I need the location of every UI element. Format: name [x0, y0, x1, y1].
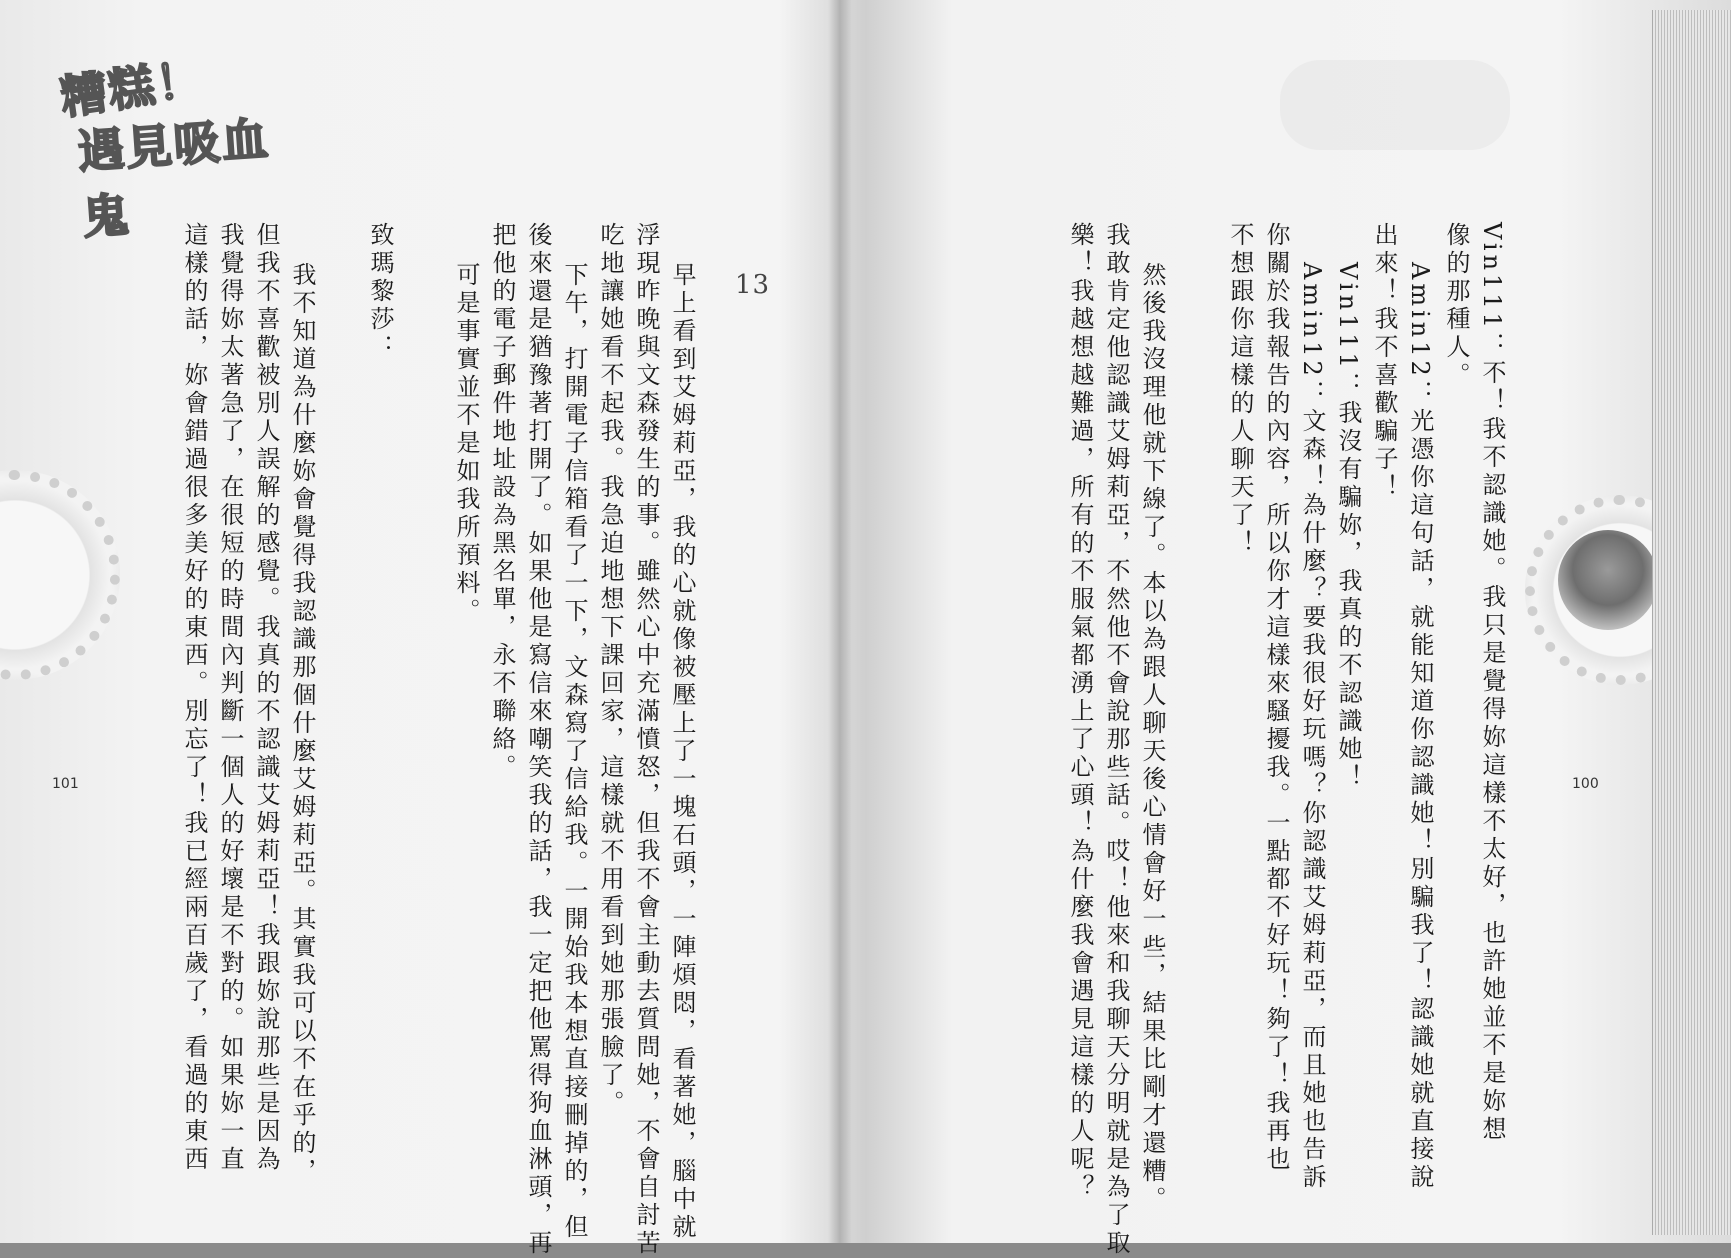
page-number: 100 — [1572, 776, 1599, 792]
page-edges — [1652, 10, 1731, 1235]
logo-line-2: 遇見吸血鬼 — [76, 111, 272, 245]
text-column: 下午，打開電子信箱看了一下，文森寫了信給我。一開始我本想直接刪掉的，但 — [560, 262, 588, 1242]
text-column: 樂！我越想越難過，所有的不服氣都湧上了心頭！為什麼我會遇見這樣的人呢？ — [1066, 222, 1094, 1202]
text-column: Amin12：光憑你這句話，就能知道你認識她！別騙我了！認識她就直接說 — [1406, 262, 1434, 1192]
text-column: 可是事實並不是如我所預料。 — [452, 262, 480, 626]
text-column: 早上看到艾姆莉亞，我的心就像被壓上了一塊石頭，一陣煩悶，看著她，腦中就 — [668, 262, 696, 1242]
show-through-logo — [1280, 60, 1510, 150]
character-portrait-image — [1558, 530, 1658, 630]
logo-line-1: 糟糕！ — [57, 51, 208, 125]
text-column: 把他的電子郵件地址設為黑名單，永不聯絡。 — [488, 222, 516, 782]
text-column: 我覺得妳太著急了，在很短的時間內判斷一個人的好壞是不對的。如果妳一直 — [216, 222, 244, 1174]
text-column: 然後我沒理他就下線了。本以為跟人聊天後心情會好一些，結果比剛才還糟。 — [1138, 262, 1166, 1214]
book-title-logo — [54, 46, 304, 245]
text-column: Vin111：我沒有騙妳，我真的不認識她！ — [1334, 262, 1362, 792]
text-column: 浮現昨晚與文森發生的事。雖然心中充滿憤怒，但我不會主動去質問她，不會自討苦 — [632, 222, 660, 1258]
lace-doily-decoration — [0, 470, 120, 680]
text-column: 不想跟你這樣的人聊天了！ — [1226, 222, 1254, 558]
text-column: 像的那種人。 — [1442, 222, 1470, 390]
text-column: 我敢肯定他認識艾姆莉亞，不然他不會說那些話。哎！他來和我聊天分明就是為了取 — [1102, 222, 1130, 1258]
text-column: 出來！我不喜歡騙子！ — [1370, 222, 1398, 502]
text-column: 我不知道為什麼妳會覺得我認識那個什麼艾姆莉亞。其實我可以不在乎的， — [288, 262, 316, 1186]
text-column: 這樣的話，妳會錯過很多美好的東西。別忘了！我已經兩百歲了，看過的東西 — [180, 222, 208, 1174]
text-column: 後來還是猶豫著打開了。如果他是寫信來嘲笑我的話，我一定把他罵得狗血淋頭，再 — [524, 222, 552, 1258]
text-column: 你關於我報告的內容，所以你才這樣來騷擾我。一點都不好玩！夠了！我再也 — [1262, 222, 1290, 1174]
text-column: 吃地讓她看不起我。我急迫地想下課回家，這樣就不用看到她那張臉了。 — [596, 222, 624, 1118]
text-column: Vin111：不！我不認識她。我只是覺得妳這樣不太好，也許她並不是妳想 — [1478, 222, 1506, 1144]
text-column: 但我不喜歡被別人誤解的感覺。我真的不認識艾姆莉亞！我跟妳說那些是因為 — [252, 222, 280, 1174]
text-column: Amin12：文森！為什麼？要我很好玩嗎？你認識艾姆莉亞，而且她也告訴 — [1298, 262, 1326, 1192]
right-page — [840, 0, 1650, 1243]
text-column: 致瑪黎莎： — [366, 222, 394, 362]
page-number: 101 — [52, 776, 79, 792]
chapter-number: 13 — [735, 270, 771, 300]
left-page — [0, 0, 840, 1258]
